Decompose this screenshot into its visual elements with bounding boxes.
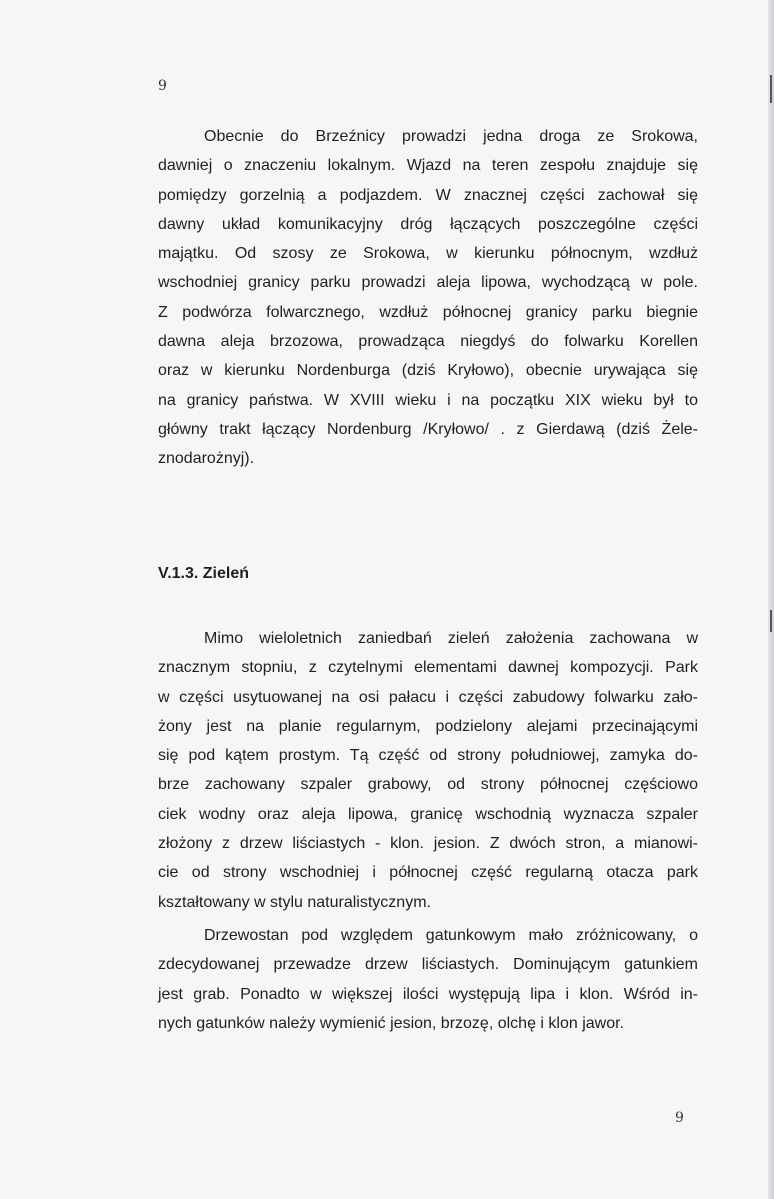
text-line: Z podwórza folwarcznego, wzdłuż północnej granicy parku biegnie xyxy=(158,303,698,321)
text-line: znacznym stopniu, z czytelnymi elementami dawnej kompozycji. Park xyxy=(158,659,698,677)
scan-edge-mark xyxy=(770,75,772,103)
paragraph xyxy=(158,921,698,1038)
text-line: Drzewostan pod względem gatunkowym mało zróżnicowany, o xyxy=(204,926,698,944)
text-line: Obecnie do Brzeźnicy prowadzi jedna droga ze Srokowa, xyxy=(204,128,698,145)
text-line: brze zachowany szpaler grabowy, od strony północnej częściowo xyxy=(158,776,698,794)
page-number-bottom: 9 xyxy=(675,1110,684,1126)
text-line: w części usytuowanej na osi pałacu i części zabudowy folwarku zało- xyxy=(158,688,698,706)
text-line: jest grab. Ponadto w większej ilości występują lipa i klon. Wśród in- xyxy=(158,985,698,1003)
text-line: dawny układ komunikacyjny dróg łączących poszczególne części xyxy=(158,215,698,233)
text-line: pomiędzy gorzelnią a podjazdem. W znacznej części zachował się xyxy=(158,186,698,204)
text-line: cie od strony wschodniej i północnej część regularną otacza park xyxy=(158,864,698,882)
text-line: ciek wodny oraz aleja lipowa, granicę wschodnią wyznacza szpaler xyxy=(158,805,698,823)
scan-edge-mark xyxy=(770,610,772,632)
text-line: nych gatunków należy wymienić jesion, brzozę, olchę i klon jawor. xyxy=(158,1014,625,1032)
page-number-top: 9 xyxy=(158,78,167,94)
text-line: kształtowany w stylu naturalistycznym. xyxy=(158,893,431,911)
paragraph-transport xyxy=(158,122,698,474)
text-line: na granicy państwa. W XVIII wieku i na początku XIX wieku był to xyxy=(158,391,698,409)
text-line: żony jest na planie regularnym, podzielony alejami przecinającymi xyxy=(158,717,698,735)
section-heading: V.1.3. Zieleń xyxy=(158,565,250,582)
text-line: zdecydowanej przewadze drzew liściastych. Dominującym gatunkiem xyxy=(158,956,698,974)
text-line: oraz w kierunku Nordenburga (dziś Kryłowo), obecnie urywająca się xyxy=(158,362,698,380)
paragraph-greenery xyxy=(158,624,698,1038)
paragraph xyxy=(158,624,698,917)
text-line: złożony z drzew liściastych - klon. jesion. Z dwóch stron, a mianowi- xyxy=(158,835,698,853)
text-line: Mimo wieloletnich zaniedbań zieleń założenia zachowana w xyxy=(204,630,698,647)
text-line: dawna aleja brzozowa, prowadząca niegdyś do folwarku Korellen xyxy=(158,333,698,351)
paragraph xyxy=(158,122,698,474)
text-line: wschodniej granicy parku prowadzi aleja lipowa, wychodzącą w pole. xyxy=(158,274,698,292)
text-line: się pod kątem prostym. Tą część od strony południowej, zamyka do- xyxy=(158,747,698,765)
text-line: główny trakt łączący Nordenburg /Kryłowo/ . z Gierdawą (dziś Żele- xyxy=(158,420,698,438)
page-edge-shadow xyxy=(768,0,774,1199)
text-line: dawniej o znaczeniu lokalnym. Wjazd na teren zespołu znajduje się xyxy=(158,157,698,175)
text-line: majątku. Od szosy ze Srokowa, w kierunku północnym, wzdłuż xyxy=(158,245,698,263)
text-line: znodarożnyj). xyxy=(158,450,255,468)
